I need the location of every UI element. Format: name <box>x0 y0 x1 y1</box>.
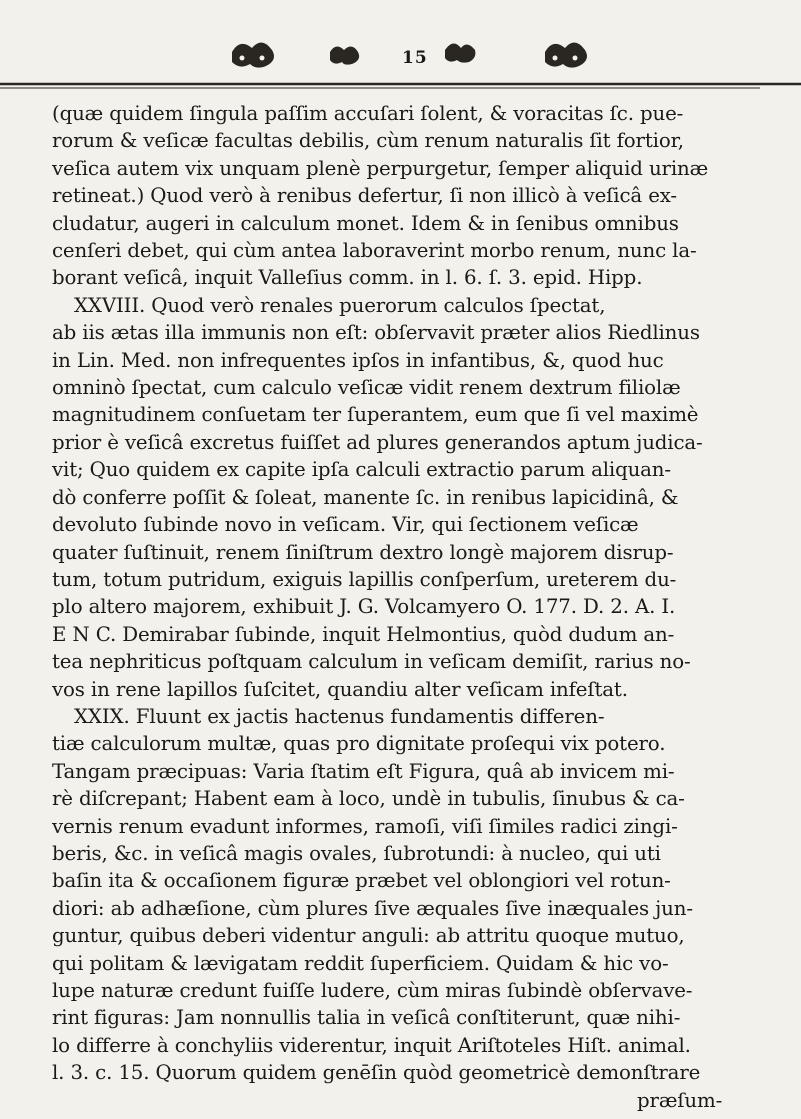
text-line: borant veſicâ, inquit Valleſius comm. in l. 6. ſ. 3. epid. Hipp. <box>52 266 643 290</box>
text-line: Tangam præcipuas: Varia ſtatim eſt Figura, quâ ab invicem mi- <box>52 759 675 783</box>
text-line: cludatur, augeri in calculum monet. Idem & in ſenibus omnibus <box>52 211 679 235</box>
text-line: cenſeri debet, qui cùm antea laboraverint morbo renum, nunc la- <box>52 239 697 263</box>
page-number: 15 <box>398 48 432 68</box>
text-line: devoluto ſubinde novo in veſicam. Vir, qui ſectionem veſicæ <box>52 513 639 537</box>
text-line: l. 3. c. 15. Quorum quidem genēſin quòd geometricè demonſtrare <box>52 1061 701 1085</box>
catchword: præſum- <box>637 1088 723 1112</box>
text-line: vernis renum evadunt informes, ramoſi, viſi ſimiles radici zingi- <box>52 814 678 838</box>
text-line: quater ſuſtinuit, renem ſiniſtrum dextro longè majorem disrup- <box>52 540 674 564</box>
text-line: rint figuras: Jam nonnullis talia in veſicâ conſtiterunt, quæ nihi- <box>52 1006 681 1030</box>
text-line: veſica autem vix unquam plenè perpurgetur, ſemper aliquid urinæ <box>52 156 709 180</box>
text-line: beris, &c. in veſicâ magis ovales, ſubrotundi: à nucleo, qui uti <box>52 841 661 865</box>
text-line: in Lin. Med. non infrequentes ipſos in infantibus, &, quod huc <box>52 348 664 372</box>
text-line: rè diſcrepant; Habent eam à loco, undè in tubulis, ſinubus & ca- <box>52 787 685 811</box>
section-heading-line: XXVIII. Quod verò renales puerorum calculos ſpectat, <box>74 293 606 317</box>
text-line: lo differre à conchyliis viderentur, inquit Ariſtoteles Hiſt. animal. <box>52 1033 691 1057</box>
text-line: magnitudinem conſuetam ter ſuperantem, eum que ſi vel maximè <box>52 403 699 427</box>
text-line: E N C. Demirabar ſubinde, inquit Helmontius, quòd dudum an- <box>52 622 675 646</box>
text-line: vos in rene lapillos ſuſcitet, quandiu alter veſicam infeſtat. <box>52 677 628 701</box>
header-ornament <box>0 0 801 92</box>
text-line: tum, totum putridum, exiguis lapillis conſperſum, ureterem du- <box>52 567 677 591</box>
text-line: tea nephriticus poſtquam calculum in veſicam demiſit, rarius no- <box>52 650 691 674</box>
text-line: vit; Quo quidem ex capite ipſa calculi extractio parum aliquan- <box>52 458 671 482</box>
body-text <box>52 100 764 1114</box>
text-line: rorum & veſicæ facultas debilis, cùm renum naturalis ſit fortior, <box>52 129 684 153</box>
text-line: plo altero majorem, exhibuit J. G. Volcamyero O. 177. D. 2. A. I. <box>52 595 676 619</box>
text-line: diori: ab adhæſione, cùm plures ſive æquales ſive inæquales jun- <box>52 896 693 920</box>
text-line: retineat.) Quod verò à renibus defertur, ſi non illicò à veſicâ ex- <box>52 184 677 208</box>
text-line: tiæ calculorum multæ, quas pro dignitate proſequi vix potero. <box>52 732 666 756</box>
text-line: lupe naturæ credunt fuiſſe ludere, cùm miras ſubindè obſervave- <box>52 979 693 1002</box>
text-line: omninò ſpectat, cum calculo veſicæ vidit renem dextrum filiolæ <box>52 376 681 400</box>
text-line: baſin ita & occaſionem figuræ præbet vel oblongiori vel rotun- <box>52 869 671 893</box>
text-line: ab iis ætas illa immunis non eſt: obſervavit præter alios Riedlinus <box>52 321 700 345</box>
text-line: prior è veſicâ excretus fuiſſet ad plures generandos aptum judica- <box>52 430 703 454</box>
text-line: qui politam & lævigatam reddit ſuperficiem. Quidam & hic vo- <box>52 951 669 975</box>
text-line: dò conferre poſſit & ſoleat, manente ſc. in renibus lapicidinâ, & <box>52 485 679 509</box>
text-line: (quæ quidem ſingula paſſim accuſari ſolent, & voracitas ſc. pue- <box>52 102 684 125</box>
text-line: guntur, quibus deberi videntur anguli: ab attritu quoque mutuo, <box>52 924 685 948</box>
section-heading-line: XXIX. Fluunt ex jactis hactenus fundamentis differen- <box>74 704 605 728</box>
